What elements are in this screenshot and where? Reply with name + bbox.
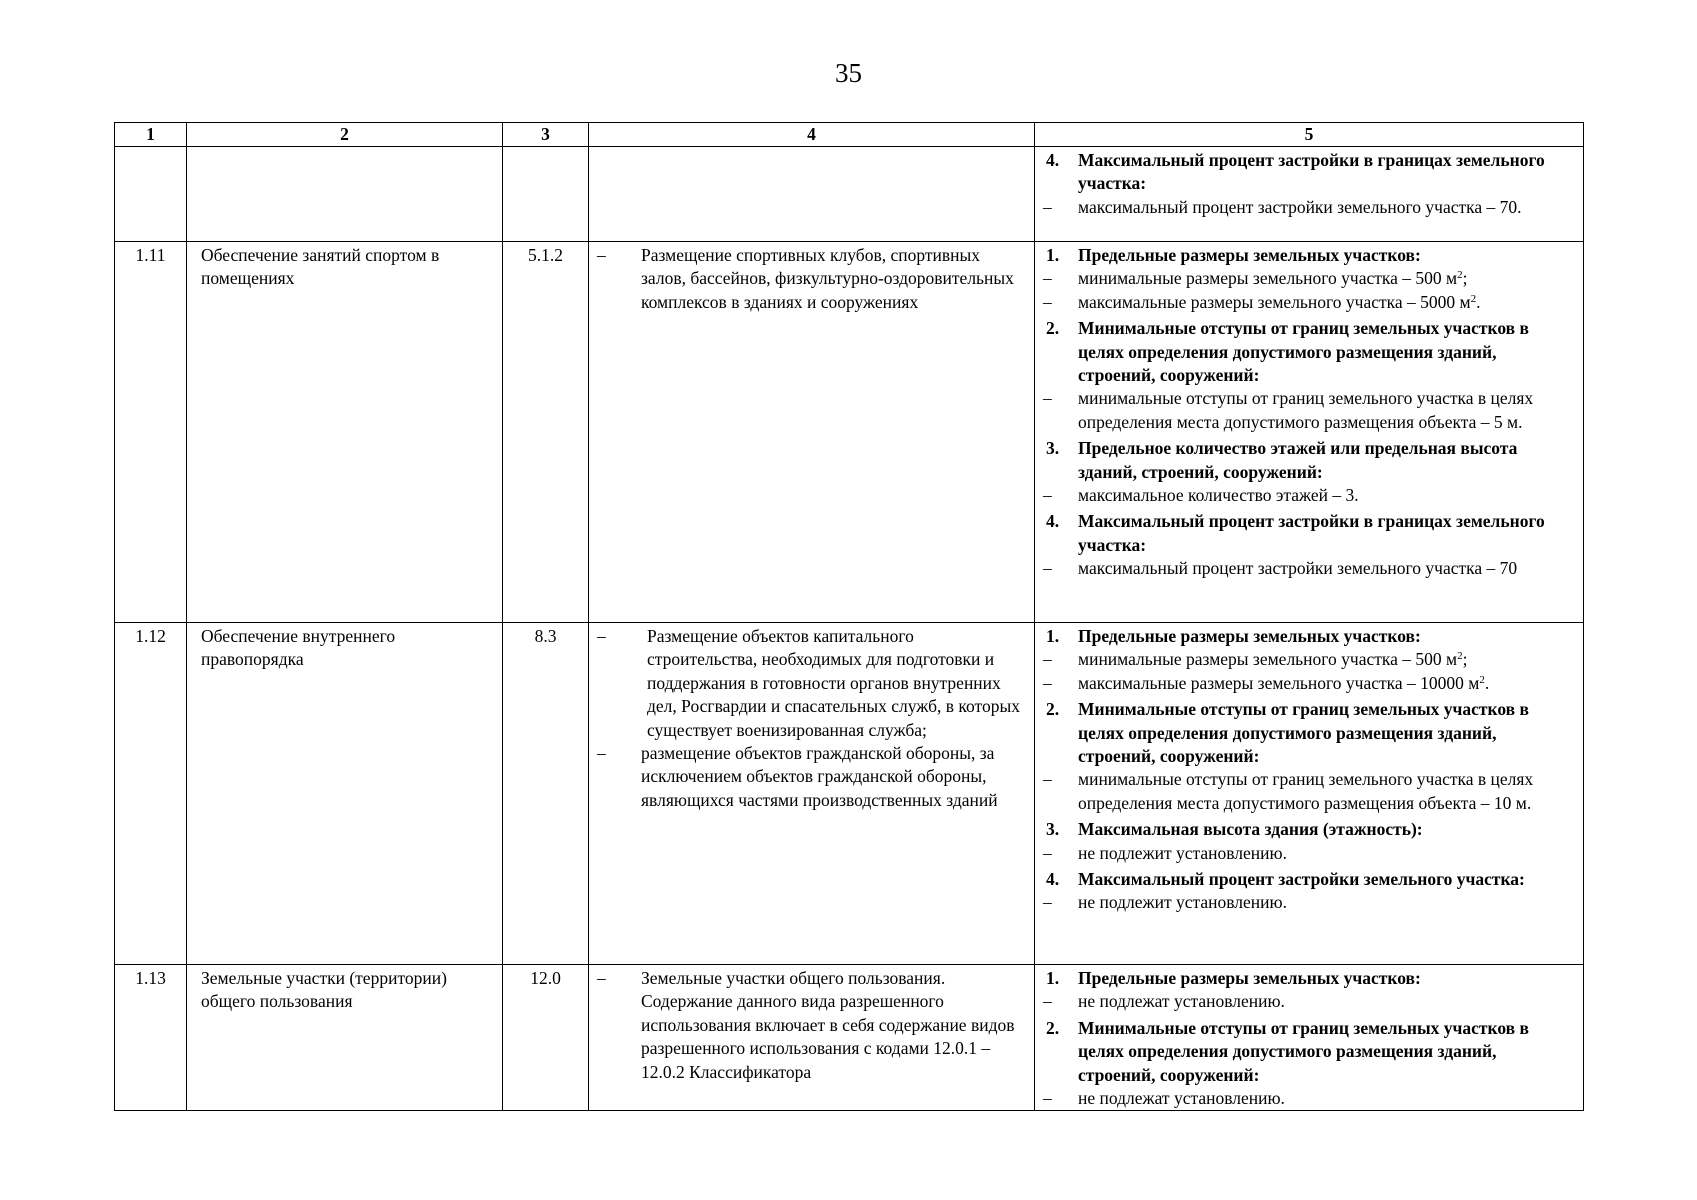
parameter-heading	[1043, 510, 1577, 557]
parameter-text-main: не подлежит установлению.	[1078, 892, 1287, 913]
parameter-text-main: максимальный процент застройки земельного участка – 70	[1078, 558, 1518, 579]
dash-marker: –	[597, 743, 606, 764]
parameters-cell	[1035, 242, 1584, 623]
description-text: Размещение объектов капитального строительства, необходимых для подготовки и поддержания в готовности органов внутренних дел, Росгвардии и спасательных служб, в которых существует военизированная служба;	[647, 626, 1020, 740]
regulations-table	[114, 122, 1584, 1111]
parameter-text	[1078, 510, 1577, 557]
parameter-number: 4.	[1046, 511, 1060, 532]
parameter-text-main: Максимальный процент застройки в границах земельного участка:	[1078, 150, 1545, 194]
parameter-text	[1078, 149, 1577, 196]
parameter-text-main: Максимальный процент застройки в границах земельного участка:	[1078, 511, 1545, 555]
parameter-text	[1078, 625, 1577, 648]
parameter-number: 1.	[1046, 245, 1060, 265]
parameter-text-main: Минимальные отступы от границ земельных участков в целях определения допустимого размещения зданий, строений, сооружений:	[1078, 318, 1529, 386]
parameter-text	[1078, 1087, 1577, 1110]
parameter-item	[1043, 196, 1577, 219]
parameter-text-main: Предельные размеры земельных участков:	[1078, 245, 1421, 265]
header-col-5: 5	[1035, 123, 1584, 147]
dash-marker: –	[1043, 291, 1052, 312]
use-type-name: Земельные участки (территории) общего пользования	[187, 965, 503, 1111]
parameter-text	[1078, 557, 1577, 580]
row-number: 1.13	[115, 965, 187, 1111]
parameter-heading	[1043, 437, 1577, 484]
parameter-text-main: Минимальные отступы от границ земельных участков в целях определения допустимого размещения зданий, строений, сооружений:	[1078, 699, 1529, 767]
dash-marker: –	[1043, 991, 1052, 1012]
parameter-text	[1078, 484, 1577, 507]
parameter-text	[1078, 868, 1577, 891]
superscript: 2	[1457, 269, 1463, 282]
parameter-text	[1078, 196, 1577, 219]
parameter-item	[1043, 484, 1577, 507]
parameter-text-main: Максимальный процент застройки земельного участка:	[1078, 869, 1525, 890]
parameter-text-main: максимальный процент застройки земельного участка – 70.	[1078, 196, 1522, 217]
table-row	[115, 623, 1584, 965]
description-text: Земельные участки общего пользования. Содержание данного вида разрешенного использования включает в себя содержание видов разрешенного использования с кодами 12.0.1 – 12.0.2 Классификатора	[641, 968, 1015, 1082]
parameter-text-main: Предельное количество этажей или предельная высота зданий, строений, сооружений:	[1078, 438, 1518, 482]
use-type-name: Обеспечение занятий спортом в помещениях	[187, 242, 503, 623]
parameter-heading	[1043, 818, 1577, 841]
parameter-heading	[1043, 317, 1577, 387]
parameter-item	[1043, 648, 1577, 671]
table-body	[115, 147, 1584, 1111]
parameter-text	[1078, 768, 1577, 815]
dash-marker: –	[597, 245, 606, 265]
description-item	[597, 244, 1028, 314]
header-col-4: 4	[589, 123, 1035, 147]
parameter-heading	[1043, 244, 1577, 267]
parameter-heading	[1043, 698, 1577, 768]
parameters-cell	[1035, 965, 1584, 1111]
parameter-text-tail: .	[1476, 291, 1481, 312]
use-type-code: 5.1.2	[503, 242, 589, 623]
parameters-cell	[1035, 147, 1584, 242]
parameter-number: 1.	[1046, 968, 1060, 988]
parameter-number: 1.	[1046, 626, 1060, 646]
dash-marker: –	[1043, 649, 1052, 670]
parameter-item	[1043, 557, 1577, 580]
parameter-text-main: Максимальная высота здания (этажность):	[1078, 819, 1423, 840]
dash-marker: –	[1043, 672, 1052, 693]
parameter-heading	[1043, 149, 1577, 196]
parameter-number: 4.	[1046, 150, 1060, 170]
parameter-item	[1043, 842, 1577, 865]
table-row	[115, 147, 1584, 242]
parameter-text	[1078, 267, 1577, 290]
row-number: 1.12	[115, 623, 187, 965]
parameter-text	[1078, 1017, 1577, 1087]
parameter-text-tail: .	[1484, 672, 1490, 693]
use-type-name	[187, 147, 503, 242]
page-number: 35	[835, 58, 862, 88]
description-text: Размещение спортивных клубов, спортивных залов, бассейнов, физкультурно-оздоровительных комплексов в зданиях и сооружениях	[641, 245, 1014, 312]
parameter-text	[1078, 291, 1577, 314]
parameter-text	[1078, 648, 1577, 671]
dash-marker: –	[1043, 769, 1052, 790]
table-header-row	[115, 123, 1584, 147]
parameter-text	[1078, 842, 1577, 865]
parameter-text-tail: ;	[1462, 649, 1468, 670]
parameter-number: 2.	[1046, 699, 1060, 720]
parameter-text-main: Предельные размеры земельных участков:	[1078, 968, 1421, 988]
description-item	[597, 625, 1028, 742]
parameter-number: 3.	[1046, 819, 1060, 840]
parameter-heading	[1043, 1017, 1577, 1087]
use-type-description	[589, 623, 1035, 965]
parameter-item	[1043, 1087, 1577, 1110]
parameter-text-tail: ;	[1462, 268, 1468, 289]
parameter-text-main: минимальные размеры земельного участка – 500 м	[1078, 649, 1458, 670]
parameter-item	[1043, 672, 1577, 695]
parameter-text	[1078, 317, 1577, 387]
row-number: 1.11	[115, 242, 187, 623]
description-item	[597, 742, 1028, 812]
parameter-number: 4.	[1046, 869, 1060, 890]
header-col-1: 1	[115, 123, 187, 147]
use-type-code: 12.0	[503, 965, 589, 1111]
parameter-text-main: не подлежат установлению.	[1078, 991, 1285, 1012]
use-type-code: 8.3	[503, 623, 589, 965]
parameter-item	[1043, 891, 1577, 914]
parameter-item	[1043, 768, 1577, 815]
table-row	[115, 965, 1584, 1111]
parameter-text-main: не подлежит установлению.	[1078, 842, 1287, 863]
parameter-text	[1078, 672, 1577, 695]
parameter-text	[1078, 437, 1577, 484]
table-row	[115, 242, 1584, 623]
dash-marker: –	[1043, 268, 1052, 289]
use-type-name: Обеспечение внутреннего правопорядка	[187, 623, 503, 965]
superscript: 2	[1457, 650, 1463, 663]
dash-marker: –	[597, 626, 606, 646]
parameter-heading	[1043, 868, 1577, 891]
dash-marker: –	[597, 968, 606, 988]
use-type-code	[503, 147, 589, 242]
parameter-text-main: не подлежат установлению.	[1078, 1088, 1285, 1109]
dash-marker: –	[1043, 1088, 1052, 1109]
superscript: 2	[1479, 673, 1485, 686]
parameter-text	[1078, 387, 1577, 434]
parameter-text	[1078, 244, 1577, 267]
parameter-text-main: Предельные размеры земельных участков:	[1078, 626, 1421, 646]
parameter-text	[1078, 990, 1577, 1013]
parameter-text-main: минимальные отступы от границ земельного участка в целях определения места допустимого размещения объекта – 5 м.	[1078, 388, 1534, 432]
parameter-text-main: минимальные размеры земельного участка – 500 м	[1078, 268, 1458, 289]
use-type-description	[589, 147, 1035, 242]
parameter-text	[1078, 967, 1577, 990]
description-text: размещение объектов гражданской обороны, за исключением объектов гражданской обороны, являющихся частями производственных зданий	[641, 743, 998, 810]
dash-marker: –	[1043, 892, 1052, 913]
parameter-number: 2.	[1046, 318, 1060, 339]
parameters-cell	[1035, 623, 1584, 965]
dash-marker: –	[1043, 388, 1052, 409]
row-number	[115, 147, 187, 242]
parameter-text-main: Минимальные отступы от границ земельных участков в целях определения допустимого размещения зданий, строений, сооружений:	[1078, 1017, 1529, 1085]
parameter-text	[1078, 698, 1577, 768]
use-type-description	[589, 965, 1035, 1111]
parameter-text-main: максимальные размеры земельного участка – 5000 м	[1078, 291, 1471, 312]
parameter-item	[1043, 267, 1577, 290]
parameter-number: 2.	[1046, 1017, 1060, 1038]
dash-marker: –	[1043, 558, 1052, 579]
use-type-description	[589, 242, 1035, 623]
parameter-item	[1043, 990, 1577, 1013]
dash-marker: –	[1043, 196, 1052, 217]
header-col-3: 3	[503, 123, 589, 147]
parameter-text	[1078, 891, 1577, 914]
parameter-heading	[1043, 625, 1577, 648]
description-item	[597, 967, 1028, 1084]
parameter-number: 3.	[1046, 438, 1060, 459]
parameter-item	[1043, 291, 1577, 314]
parameter-text	[1078, 818, 1577, 841]
parameter-heading	[1043, 967, 1577, 990]
parameter-text-main: максимальные размеры земельного участка – 10000 м	[1078, 672, 1480, 693]
superscript: 2	[1470, 292, 1477, 305]
dash-marker: –	[1043, 485, 1052, 506]
parameter-item	[1043, 387, 1577, 434]
parameter-text-main: максимальное количество этажей – 3.	[1078, 485, 1359, 506]
dash-marker: –	[1043, 842, 1052, 863]
header-col-2: 2	[187, 123, 503, 147]
parameter-text-main: минимальные отступы от границ земельного участка в целях определения места допустимого размещения объекта – 10 м.	[1078, 769, 1534, 813]
